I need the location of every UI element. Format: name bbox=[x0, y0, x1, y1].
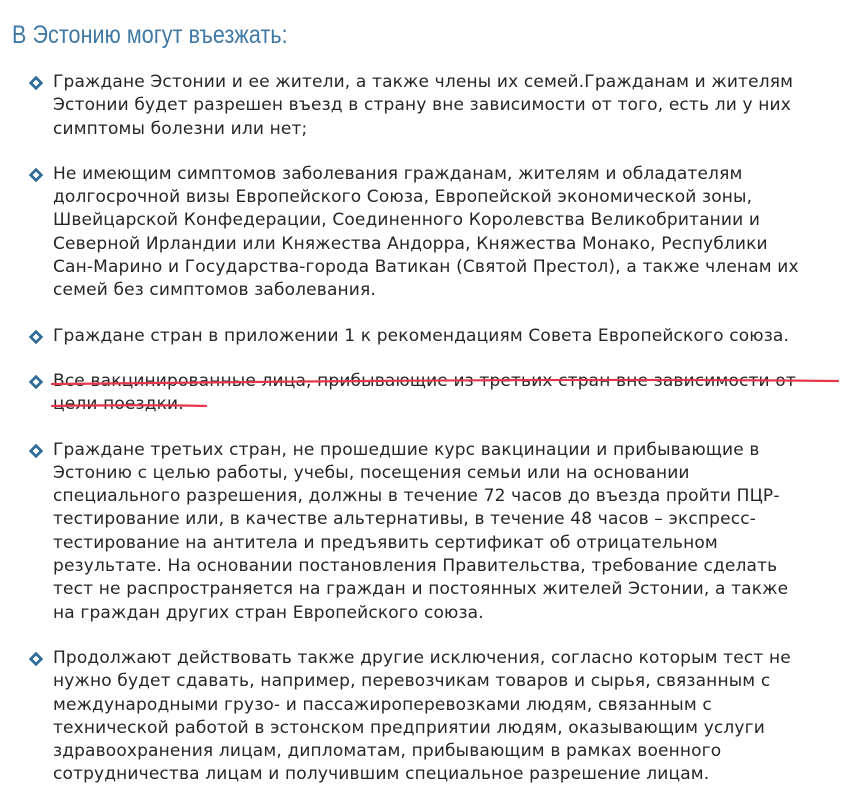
diamond-bullet-icon bbox=[28, 75, 44, 91]
list-item bbox=[0, 370, 843, 417]
item-text-line: Эстонию с целью работы, учебы, посещения семьи или на основании bbox=[53, 462, 690, 483]
item-text-line: симптомы болезни или нет; bbox=[53, 118, 308, 139]
item-text-line: нужно будет сдавать, например, перевозчикам товаров и сырья, связанным с bbox=[53, 671, 771, 692]
item-text-line: тест не распространяется на граждан и постоянных жителей Эстонии, а также bbox=[53, 579, 789, 600]
item-text-line: Сан-Марино и Государства-города Ватикан (Святой Престол), а также членам их bbox=[53, 257, 799, 278]
item-text-line: технической работой в эстонском предприятии людям, оказывающим услуги bbox=[53, 717, 765, 738]
item-text-line: на граждан других стран Европейского союза. bbox=[53, 602, 484, 623]
item-text-line: тестирование или, в качестве альтернативы, в течение 48 часов – экспресс- bbox=[53, 509, 756, 530]
item-text-line: цели поездки. bbox=[53, 394, 184, 415]
item-text-line: Граждане стран в приложении 1 к рекомендациям Совета Европейского союза. bbox=[53, 325, 790, 346]
item-text-line: Граждане третьих стран, не прошедшие курс вакцинации и прибывающие в bbox=[53, 439, 760, 460]
item-text-line: Все вакцинированные лица, прибывающие из третьих стран вне зависимости от bbox=[53, 370, 796, 391]
list-item bbox=[0, 325, 843, 348]
diamond-bullet-icon bbox=[28, 329, 44, 345]
diamond-bullet-icon bbox=[28, 167, 44, 183]
item-text-line: результате. На основании постановления Правительства, требование сделать bbox=[53, 556, 778, 577]
item-text-line: Граждане Эстонии и ее жители, а также члены их семей.Гражданам и жителям bbox=[53, 72, 794, 92]
item-text-line: Не имеющим симптомов заболевания гражданам, жителям и обладателям bbox=[53, 163, 743, 184]
item-text-line: тестирование на антитела и предъявить сертификат об отрицательном bbox=[53, 532, 718, 553]
item-text-line: Эстонии будет разрешен въезд в страну вне зависимости от того, есть ли у них bbox=[53, 95, 791, 116]
diamond-bullet-icon bbox=[28, 374, 44, 390]
item-text-line: здравоохранения лицам, дипломатам, прибывающим в рамках военного bbox=[53, 741, 722, 762]
item-text-line: семей без симптомов заболевания. bbox=[53, 280, 376, 301]
item-text-line: Продолжают действовать также другие исключения, согласно которым тест не bbox=[53, 647, 791, 668]
list-item bbox=[0, 71, 843, 141]
list-item bbox=[0, 163, 843, 303]
entry-list bbox=[0, 71, 854, 809]
item-text-line: Северной Ирландии или Княжества Андорра, Княжества Монако, Республики bbox=[53, 233, 768, 254]
diamond-bullet-icon bbox=[28, 651, 44, 667]
item-text-line: специального разрешения, должны в течение 72 часов до въезда пройти ПЦР- bbox=[53, 486, 780, 507]
list-item bbox=[0, 439, 843, 625]
item-text-line: Швейцарской Конфедерации, Соединенного Королевства Великобритании и bbox=[53, 210, 761, 231]
item-text-line: международными грузо- и пассажироперевозками людям, связанным с bbox=[53, 694, 712, 715]
diamond-bullet-icon bbox=[28, 443, 44, 459]
item-text-line: сотрудничества лицам и получившим специальное разрешение лицам. bbox=[53, 764, 710, 785]
section-heading: В Эстонию могут въезжать: bbox=[12, 21, 288, 49]
list-item bbox=[0, 647, 843, 787]
item-text-line: долгосрочной визы Европейского Союза, Европейской экономической зоны, bbox=[53, 187, 753, 208]
